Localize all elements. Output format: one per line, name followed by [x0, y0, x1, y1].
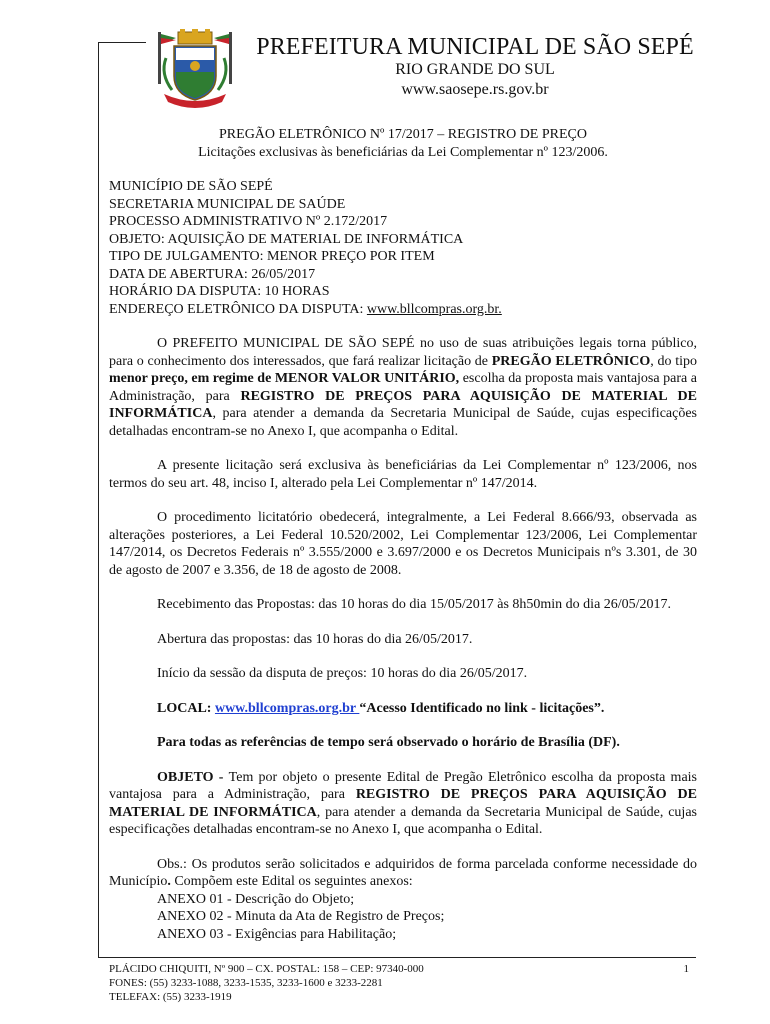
annex-item: ANEXO 03 - Exigências para Habilitação; [157, 926, 397, 942]
objeto-label: OBJETO - [157, 769, 229, 785]
obs-text-a: Obs.: Os produtos serão solicitados e adquiridos de forma parcelada conforme necessidade do Município [109, 856, 697, 889]
intro-bold-registro: REGISTRO DE PREÇOS PARA AQUISIÇÃO DE MATERIAL DE INFORMÁTICA [109, 388, 697, 421]
paragraph-objeto [109, 769, 697, 839]
paragraph-horario-brasilia [109, 734, 697, 752]
info-endereco-label: ENDEREÇO ELETRÔNICO DA DISPUTA: [109, 301, 367, 317]
notice-subtitle: Licitações exclusivas às beneficiárias da Lei Complementar nº 123/2006. [198, 144, 608, 160]
footer-address: PLÁCIDO CHIQUITI, Nº 900 – CX. POSTAL: 158 – CEP: 97340-000 [109, 963, 424, 975]
local-text: “Acesso Identificado no link - licitações”. [359, 700, 605, 716]
intro-bold-pregao: PREGÃO ELETRÔNICO [491, 353, 651, 369]
intro-bold-menor-preco: menor preço, em regime de MENOR VALOR UNITÁRIO, [109, 371, 460, 386]
info-abertura: DATA DE ABERTURA: 26/05/2017 [109, 266, 316, 282]
annex-item: ANEXO 01 - Descrição do Objeto; [157, 891, 355, 907]
letterhead [240, 34, 710, 100]
paragraph-exclusiva: A presente licitação será exclusiva às beneficiárias da Lei Complementar nº 123/2006, nos termos do seu art. 48, inciso I, alterado pela Lei Complementar nº 147/2014. [109, 458, 697, 491]
coat-of-arms-icon [152, 28, 238, 112]
local-label: LOCAL: [157, 700, 215, 716]
objeto-text-d: , para atender a demanda da Secretaria Municipal de Saúde, cujas especificações detalhadas encontram-se no Anexo I, que acompanha o Edital. [109, 804, 697, 837]
website-text: www.saosepe.rs.gov.br [401, 81, 549, 98]
local-link[interactable]: www.bllcompras.org.br [214, 700, 360, 716]
paragraph-recebimento: Recebimento das Propostas: das 10 horas do dia 15/05/2017 às 8h50min do dia 26/05/2017. [157, 597, 672, 612]
page-border-left [98, 42, 99, 957]
obs-period: . [167, 874, 171, 889]
footer-phones: FONES: (55) 3233-1088, 3233-1535, 3233-1600 e 3233-2281 [109, 977, 383, 989]
footer-telefax: TELEFAX: (55) 3233-1919 [109, 991, 232, 1003]
paragraph-local [109, 700, 697, 718]
paragraph-abertura: Abertura das propostas: das 10 horas do dia 26/05/2017. [157, 631, 473, 647]
objeto-bold-registro: REGISTRO DE PREÇOS PARA AQUISIÇÃO DE MATERIAL DE INFORMÁTICA [109, 787, 697, 820]
state-name: RIO GRANDE DO SUL [395, 61, 555, 78]
objeto-text-b: Tem por objeto o presente Edital de Pregão Eletrônico escolha da proposta mais vantajosa para a Administração, para [109, 769, 697, 802]
notice-title: PREGÃO ELETRÔNICO Nº 17/2017 – REGISTRO DE PREÇO [219, 127, 587, 142]
page-border-bottom [98, 957, 696, 958]
prefeitura-title: PREFEITURA MUNICIPAL DE SÃO SEPÉ [256, 34, 694, 60]
obs-text-c: Compõem este Edital os seguintes anexos: [170, 874, 413, 889]
paragraph-legislacao: O procedimento licitatório obedecerá, integralmente, a Lei Federal 8.666/93, observada as alterações posteriores, a Lei Federal 10.520/2002, Lei Complementar 123/2006, Lei Complementar 147/2014, os Decretos Federais nº 3.555/2000 e 3.697/2000 e os Decretos Municipais nºs 3.301, de 30 de agosto de 2007 e 3.356, de 18 de agosto de 2008. [109, 510, 697, 578]
info-objeto: OBJETO: AQUISIÇÃO DE MATERIAL DE INFORMÁTICA [109, 231, 464, 247]
page-footer [109, 962, 689, 1004]
intro-text-c: , do tipo [650, 353, 698, 369]
info-endereco-link[interactable]: www.bllcompras.org.br. [366, 301, 502, 317]
intro-text-a: O PREFEITO MUNICIPAL DE SÃO SEPÉ no uso de suas atribuições legais torna público, para o conhecimento dos interessados, que fará realizar licitação de [109, 336, 697, 369]
intro-text-g: , para atender a demanda da Secretaria Municipal de Saúde, cujas especificações detalhadas encontram-se no Anexo I, que acompanha o Edital. [109, 406, 697, 439]
process-info [109, 178, 697, 318]
info-horario: HORÁRIO DA DISPUTA: 10 HORAS [109, 284, 330, 299]
info-julgamento: TIPO DE JULGAMENTO: MENOR PREÇO POR ITEM [109, 249, 435, 264]
page-border-top [98, 42, 146, 43]
info-municipio: MUNICÍPIO DE SÃO SEPÉ [109, 179, 273, 194]
paragraph-intro [109, 335, 697, 440]
info-processo: PROCESSO ADMINISTRATIVO Nº 2.172/2017 [109, 214, 388, 229]
paragraph-inicio-sessao: Início da sessão da disputa de preços: 10 horas do dia 26/05/2017. [157, 666, 528, 681]
document-body [109, 126, 697, 943]
annex-item: ANEXO 02 - Minuta da Ata de Registro de Preços; [157, 909, 445, 924]
info-secretaria: SECRETARIA MUNICIPAL DE SAÚDE [109, 196, 346, 212]
brasilia-text: Para todas as referências de tempo será observado o horário de Brasília (DF). [157, 735, 620, 750]
info-endereco [109, 301, 697, 319]
intro-text-e: escolha da proposta mais vantajosa para a Administração, para [109, 371, 697, 404]
paragraph-obs [109, 856, 697, 891]
annex-list [109, 891, 697, 944]
page-number: 1 [683, 963, 689, 975]
